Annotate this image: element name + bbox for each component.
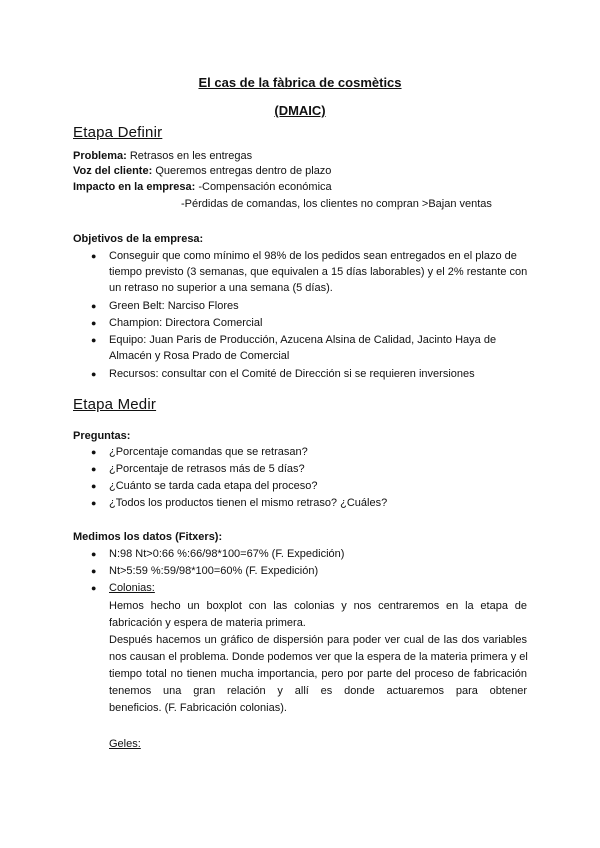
colonias-para1-line-2: fabricación y espera de materia primera. — [109, 617, 306, 629]
bullet-icon: ● — [91, 566, 97, 576]
bullet-icon: ● — [91, 549, 97, 559]
voz-text: Queremos entregas dentro de plazo — [152, 165, 332, 177]
impacto-text-1: -Compensación económica — [195, 181, 332, 193]
dato-2: Nt>5:59 %:59/98*100=60% (F. Expedición) — [109, 565, 319, 577]
objetivo-equipo-line-1: Equipo: Juan Paris de Producción, Azucena Alsina de Calidad, Jacinto Haya de — [109, 334, 497, 346]
objetivo-1-line-1: Conseguir que como mínimo el 98% de los pedidos sean entregados en el plazo de — [109, 250, 517, 262]
voz-line — [73, 165, 331, 178]
pregunta-2: ¿Porcentaje de retrasos más de 5 días? — [109, 463, 305, 475]
objetivo-1-line-3: un retraso no superior a una semana (5 días). — [109, 282, 333, 294]
problema-line — [73, 150, 252, 163]
preguntas-label: Preguntas: — [73, 430, 131, 442]
objetivo-recursos: Recursos: consultar con el Comité de Dirección si se requieren inversiones — [109, 368, 475, 380]
impacto-label: Impacto en la empresa: — [73, 181, 196, 193]
objetivo-1-line-2: tiempo previsto (3 semanas, que equivalen a 15 días laborables) y el 2% restante con — [109, 266, 528, 278]
heading-etapa-medir: Etapa Medir — [73, 396, 157, 413]
bullet-icon: ● — [91, 301, 97, 311]
impacto-text-2: -Pérdidas de comandas, los clientes no compran >Bajan ventas — [181, 198, 492, 210]
heading-etapa-definir: Etapa Definir — [73, 124, 163, 141]
dato-1: N:98 Nt>0:66 %:66/98*100=67% (F. Expedición) — [109, 548, 345, 560]
voz-label: Voz del cliente: — [73, 165, 153, 177]
colonias-para1-line-1: Hemos hecho un boxplot con las colonias y nos centraremos en la etapa de — [109, 600, 527, 612]
colonias-para2-line-2: nos causan el problema. Donde podemos ver que la espera de la materia primera y el — [109, 651, 528, 663]
bullet-icon: ● — [91, 335, 97, 345]
colonias-para2-line-4: tenemos una gran relación y allí es donde actuaremos para obtener — [109, 685, 527, 697]
bullet-icon: ● — [91, 447, 97, 457]
pregunta-1: ¿Porcentaje comandas que se retrasan? — [109, 446, 308, 458]
document-title: El cas de la fàbrica de cosmètics — [198, 75, 402, 90]
objetivo-champion: Champion: Directora Comercial — [109, 317, 263, 329]
bullet-icon: ● — [91, 318, 97, 328]
bullet-icon: ● — [91, 481, 97, 491]
bullet-icon: ● — [91, 251, 97, 261]
objetivo-green-belt: Green Belt: Narciso Flores — [109, 300, 239, 312]
bullet-icon: ● — [91, 464, 97, 474]
bullet-icon: ● — [91, 369, 97, 379]
bullet-icon: ● — [91, 583, 97, 593]
problema-text: Retrasos en les entregas — [126, 150, 253, 162]
impacto-line — [73, 181, 332, 194]
bullet-icon: ● — [91, 498, 97, 508]
document-subtitle: (DMAIC) — [274, 103, 326, 118]
problema-label: Problema: — [73, 150, 127, 162]
geles-label: Geles: — [109, 738, 141, 750]
datos-label: Medimos los datos (Fitxers): — [73, 531, 223, 543]
colonias-label: Colonias: — [109, 582, 155, 594]
objetivos-label: Objetivos de la empresa: — [73, 233, 204, 245]
colonias-para2-line-1: Después hacemos un gráfico de dispersión para poder ver cual de las dos variables — [109, 634, 527, 646]
pregunta-4: ¿Todos los productos tienen el mismo retraso? ¿Cuáles? — [109, 497, 388, 509]
colonias-para2-line-5: beneficios. (F. Fabricación colonias). — [109, 702, 287, 714]
colonias-para2-line-3: tiempo total no tienen mucha importancia, pero por parte del proceso de fabricación — [109, 668, 527, 680]
pregunta-3: ¿Cuánto se tarda cada etapa del proceso? — [109, 480, 318, 492]
objetivo-equipo-line-2: Almacén y Rosa Prado de Comercial — [109, 350, 290, 362]
